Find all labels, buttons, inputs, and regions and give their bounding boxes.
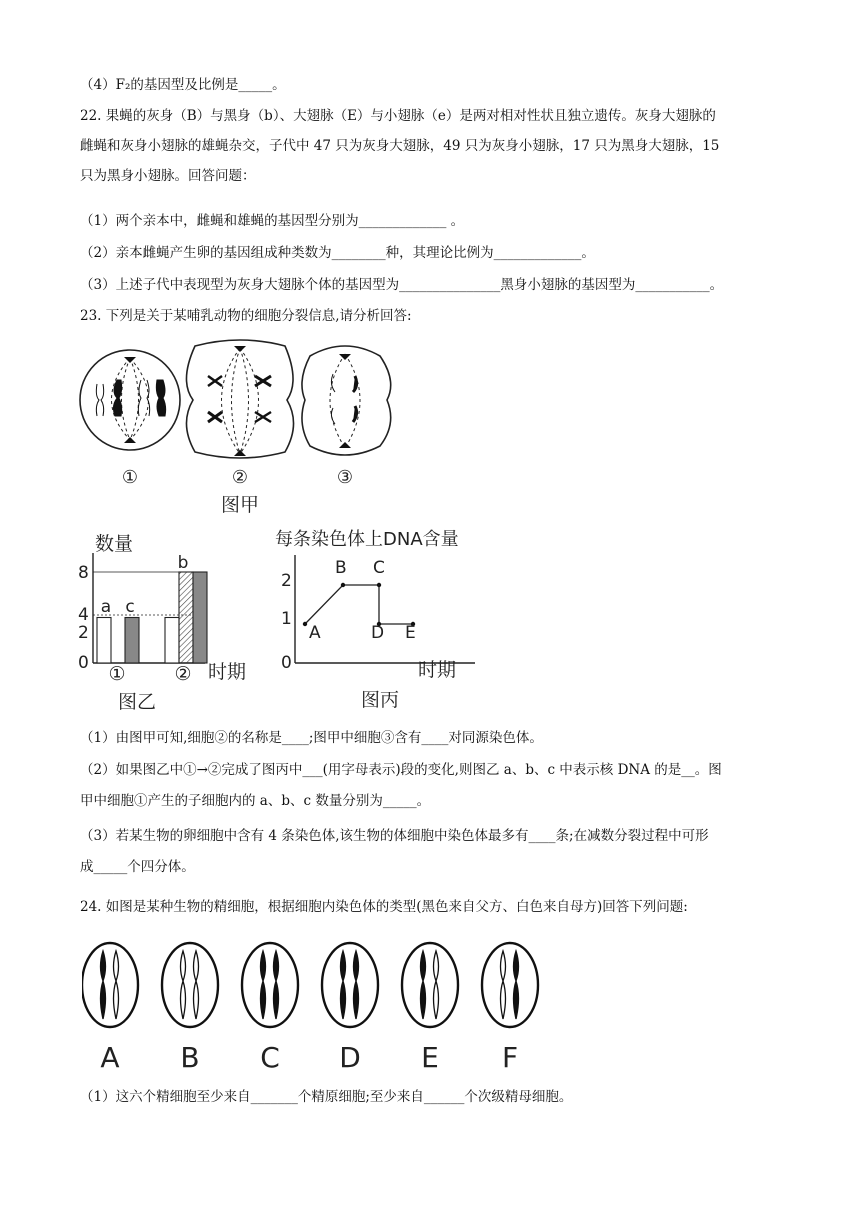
q24-part1: （1）这六个精细胞至少来自_______个精原细胞;至少来自______个次级精母细胞。 — [80, 1089, 573, 1105]
point-C — [377, 583, 381, 587]
fig-bing-point-D: D — [371, 623, 385, 643]
fig-yi-caption: 图乙 — [117, 691, 157, 713]
fig-bing-ytick-1: 1 — [281, 609, 292, 629]
bar-a-period-1 — [97, 618, 111, 664]
fig-bing-ytick-0: 0 — [281, 653, 292, 673]
cell-1 — [80, 350, 180, 450]
sperm-cell-label-C: C — [260, 1041, 280, 1074]
q22-stem-line2: 雌蝇和灰身小翅脉的雄蝇杂交，子代中 47 只为灰身大翅脉，49 只为灰身小翅脉，17 只为黑身大翅脉，15 — [80, 138, 720, 154]
cell-1-label: ① — [121, 467, 139, 488]
q22-stem-line3: 只为黑身小翅脉。回答问题： — [80, 168, 256, 184]
fig-yi-ylabel: 数量 — [95, 533, 134, 555]
q22-part1: （1）两个亲本中，雌蝇和雄蝇的基因型分别为_____________ 。 — [80, 213, 465, 229]
fig-yi-label-b: b — [177, 553, 189, 573]
fig-yi-ytick-8: 8 — [78, 563, 89, 583]
q22-part3: （3）上述子代中表现型为灰身大翅脉个体的基因型为_______________黑身小翅脉的基因型为___________。 — [80, 277, 724, 293]
fig-yi-xlabel: 时期 — [208, 661, 247, 683]
cell-3 — [302, 346, 391, 455]
cell-3-label: ③ — [336, 467, 354, 488]
fig-yi-ytick-0: 0 — [78, 653, 89, 673]
fig-yi-ytick-2: 2 — [78, 623, 89, 643]
sperm-cell-label-F: F — [501, 1041, 519, 1074]
sperm-cell-label-D: D — [339, 1041, 361, 1074]
fig-bing-caption: 图丙 — [360, 689, 400, 711]
bar-c-period-1 — [125, 618, 139, 664]
q23-part3-line2: 成_____个四分体。 — [80, 859, 195, 875]
dna-content-line — [305, 585, 413, 624]
sperm-cell-B — [162, 943, 218, 1074]
sperm-cell-label-E: E — [421, 1041, 439, 1074]
figure-24 — [82, 935, 562, 1075]
q24-stem: 24. 如图是某种生物的精细胞，根据细胞内染色体的类型(黑色来自父方、白色来自母方)回答下列问题: — [80, 899, 688, 915]
bar-b-period-2 — [179, 572, 193, 663]
figure-jia-caption: 图甲 — [220, 494, 260, 516]
fig-bing-point-A: A — [309, 623, 321, 643]
bar-a-period-2 — [165, 618, 179, 664]
fig-bing-ylabel: 每条染色体上DNA含量 — [275, 529, 459, 550]
q22-stem-line1: 22. 果蝇的灰身（B）与黑身（b）、大翅脉（E）与小翅脉（e）是两对相对性状且独立遗传。灰身大翅脉的 — [80, 108, 716, 124]
point-B — [341, 583, 345, 587]
fig-bing-xlabel: 时期 — [418, 659, 457, 681]
cell-2 — [186, 340, 293, 458]
sperm-cell-E — [402, 943, 458, 1074]
q22-part2: （2）亲本雌蝇产生卵的基因组成种类数为________种，其理论比例为_____________。 — [80, 245, 595, 261]
fig-yi-period-2: ② — [174, 663, 192, 685]
fig-yi-label-a: a — [100, 597, 112, 617]
figure-yi — [75, 525, 265, 715]
cell-2-label: ② — [231, 467, 249, 488]
figure-bing — [275, 523, 490, 718]
bar-c-period-2 — [193, 572, 207, 663]
q23-part2-line1: （2）如果图乙中①→②完成了图丙中___(用字母表示)段的变化,则图乙 a、b、c 中表示核 DNA 的是__。图 — [80, 762, 722, 778]
sperm-cell-F — [482, 943, 538, 1074]
sperm-cell-label-B: B — [180, 1041, 200, 1074]
point-A — [303, 622, 307, 626]
figure-jia — [75, 336, 395, 516]
sperm-cell-C — [242, 943, 298, 1074]
fig-yi-period-1: ① — [108, 663, 126, 685]
fig-yi-ytick-4: 4 — [78, 605, 89, 625]
sperm-cell-label-A: A — [100, 1041, 120, 1074]
fig-bing-point-B: B — [335, 558, 347, 578]
sperm-cell-D — [322, 943, 378, 1074]
fig-yi-label-c: c — [125, 597, 135, 617]
q23-part1: （1）由图甲可知,细胞②的名称是____;图甲中细胞③含有____对同源染色体。 — [80, 730, 543, 746]
sperm-cell-A — [82, 943, 138, 1074]
fig-bing-ytick-2: 2 — [281, 571, 292, 591]
fig-bing-point-C: C — [373, 558, 385, 578]
q21-part4: （4）F₂的基因型及比例是_____。 — [80, 77, 286, 93]
q23-stem: 23. 下列是关于某哺乳动物的细胞分裂信息,请分析回答: — [80, 308, 412, 324]
q23-part3-line1: （3）若某生物的卵细胞中含有 4 条染色体,该生物的体细胞中染色体最多有____条;在减数分裂过程中可形 — [80, 828, 709, 844]
q23-part2-line2: 甲中细胞①产生的子细胞内的 a、b、c 数量分别为_____。 — [80, 793, 431, 809]
fig-bing-point-E: E — [405, 623, 416, 643]
